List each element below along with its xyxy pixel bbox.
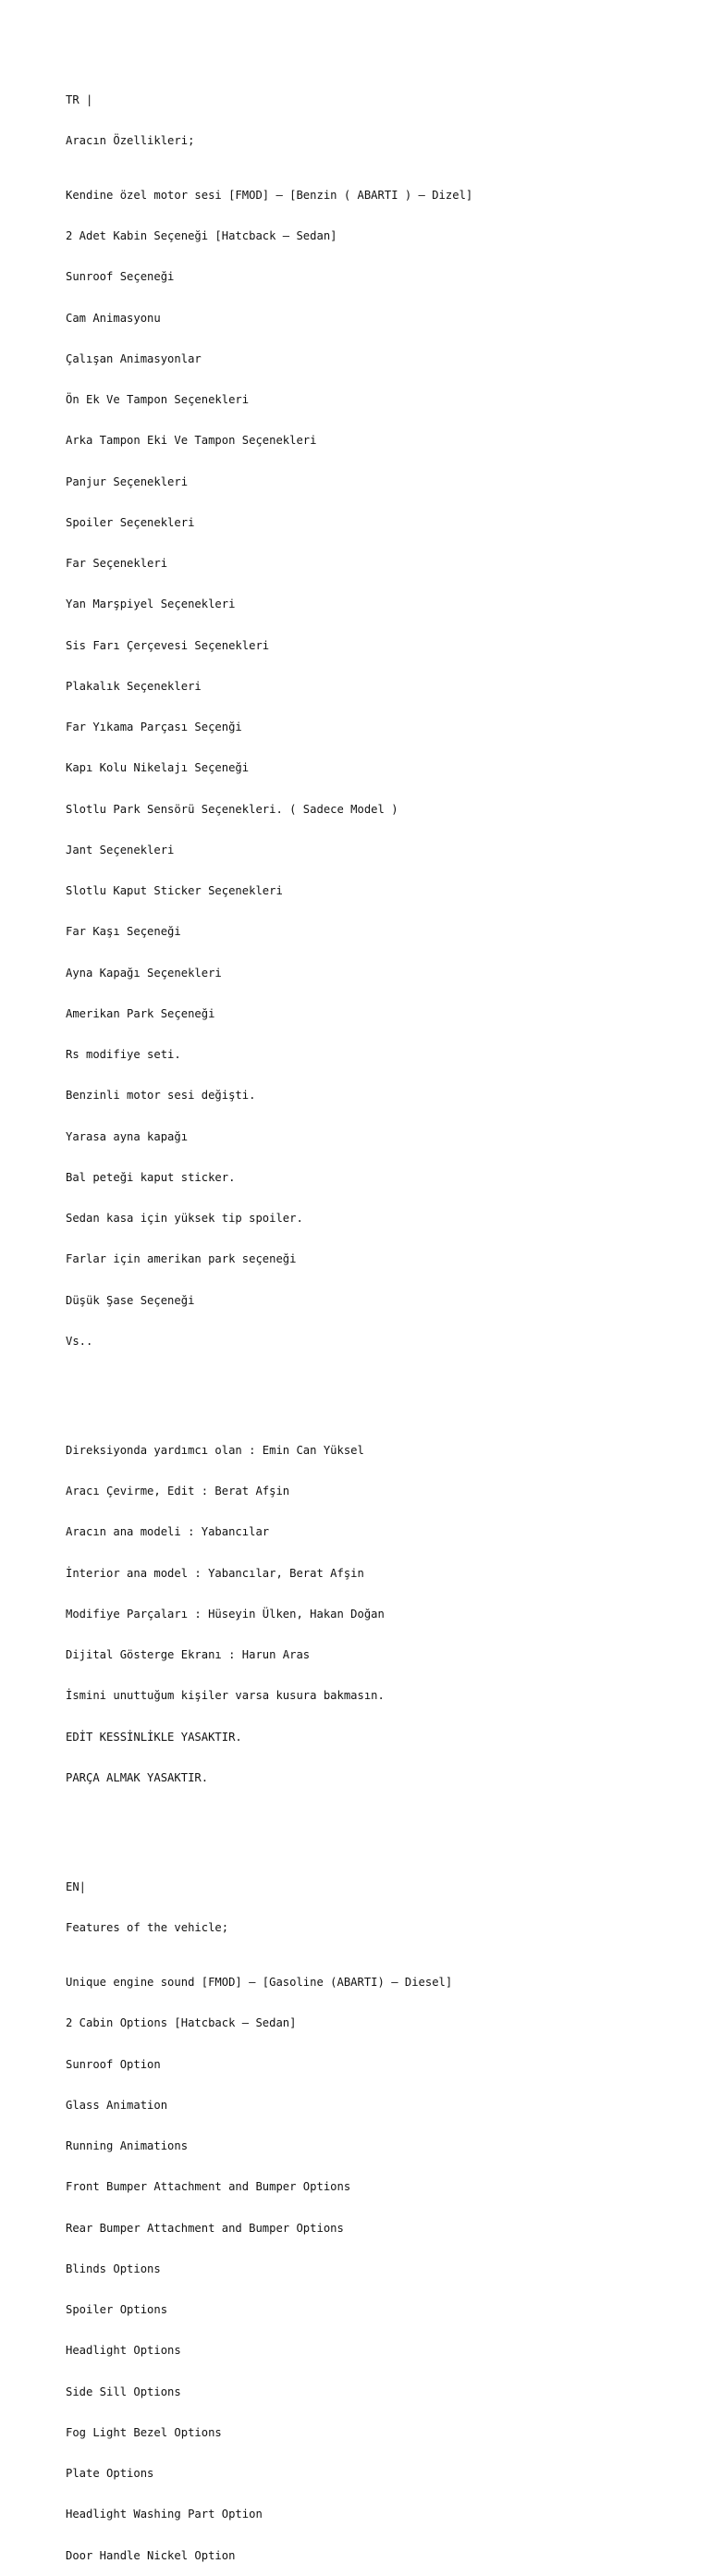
en-feature-item: Front Bumper Attachment and Bumper Options bbox=[66, 2180, 351, 2194]
tr-feature-item: Sis Farı Çerçevesi Seçenekleri bbox=[66, 638, 270, 652]
tr-feature-item: Bal peteği kaput sticker. bbox=[66, 1170, 236, 1184]
tr-credit-line: İsmini unuttuğum kişiler varsa kusura bakmasın. bbox=[66, 1689, 385, 1703]
tr-feature-item: Benzinli motor sesi değişti. bbox=[66, 1089, 256, 1103]
tr-feature-item: Jant Seçenekleri bbox=[66, 843, 175, 857]
tr-feature-item: Arka Tampon Eki Ve Tampon Seçenekleri bbox=[66, 434, 317, 448]
tr-feature-item: Slotlu Kaput Sticker Seçenekleri bbox=[66, 884, 283, 897]
tr-feature-item: Slotlu Park Sensörü Seçenekleri. ( Sadece Model ) bbox=[66, 802, 398, 816]
tr-header: TR | bbox=[66, 92, 93, 106]
tr-feature-item: Çalışan Animasyonlar bbox=[66, 351, 202, 365]
document-page bbox=[66, 66, 694, 2576]
tr-feature-item: Amerikan Park Seçeneği bbox=[66, 1006, 215, 1020]
tr-credit-line: Dijital Gösterge Ekranı : Harun Aras bbox=[66, 1648, 311, 1661]
en-feature-item: Spoiler Options bbox=[66, 2303, 168, 2316]
section-spacer bbox=[66, 1389, 694, 1403]
en-feature-item: Blinds Options bbox=[66, 2262, 161, 2275]
en-feature-item: Glass Animation bbox=[66, 2098, 168, 2112]
tr-credit-line: PARÇA ALMAK YASAKTIR. bbox=[66, 1770, 209, 1784]
tr-feature-item: Yarasa ayna kapağı bbox=[66, 1129, 189, 1143]
tr-feature-item: Vs.. bbox=[66, 1334, 93, 1348]
en-feature-item: Side Sill Options bbox=[66, 2385, 181, 2398]
en-feature-item: Plate Options bbox=[66, 2467, 154, 2480]
en-feature-item: 2 Cabin Options [Hatcback – Sedan] bbox=[66, 2016, 297, 2030]
tr-feature-item: Panjur Seçenekleri bbox=[66, 475, 189, 488]
en-feature-item: Rear Bumper Attachment and Bumper Options bbox=[66, 2221, 344, 2235]
tr-feature-item: Cam Animasyonu bbox=[66, 311, 161, 325]
tr-credit-line: EDİT KESSİNLİKLE YASAKTIR. bbox=[66, 1730, 242, 1744]
tr-credit-line: Direksiyonda yardımcı olan : Emin Can Yüksel bbox=[66, 1443, 364, 1457]
en-feature-item: Unique engine sound [FMOD] – [Gasoline (ABARTI) – Diesel] bbox=[66, 1976, 453, 1989]
tr-feature-item: Ön Ek Ve Tampon Seçenekleri bbox=[66, 393, 250, 406]
en-features-title: Features of the vehicle; bbox=[66, 1921, 229, 1934]
tr-feature-item: Far Yıkama Parçası Seçenği bbox=[66, 721, 242, 733]
en-feature-item: Running Animations bbox=[66, 2139, 189, 2152]
tr-credit-line: Aracı Çevirme, Edit : Berat Afşin bbox=[66, 1485, 290, 1498]
tr-credit-line: Modifiye Parçaları : Hüseyin Ülken, Hakan Doğan bbox=[66, 1607, 385, 1621]
tr-feature-item: Düşük Şase Seçeneği bbox=[66, 1293, 195, 1307]
en-feature-item: Sunroof Option bbox=[66, 2057, 161, 2071]
tr-feature-item: Far Kaşı Seçeneği bbox=[66, 925, 181, 939]
section-spacer bbox=[66, 1826, 694, 1840]
tr-feature-item: Kendine özel motor sesi [FMOD] – [Benzin ( ABARTI ) – Dizel] bbox=[66, 188, 473, 202]
en-feature-item: Headlight Options bbox=[66, 2344, 181, 2358]
tr-feature-item: Sedan kasa için yüksek tip spoiler. bbox=[66, 1212, 303, 1225]
tr-feature-item: Sunroof Seçeneği bbox=[66, 270, 175, 284]
tr-credit-line: Aracın ana modeli : Yabancılar bbox=[66, 1525, 270, 1539]
tr-feature-item: Farlar için amerikan park seçeneği bbox=[66, 1252, 297, 1266]
tr-feature-item: Ayna Kapağı Seçenekleri bbox=[66, 966, 222, 980]
tr-credit-line: İnterior ana model : Yabancılar, Berat Afşin bbox=[66, 1566, 364, 1580]
tr-feature-item: Rs modifiye seti. bbox=[66, 1048, 181, 1061]
tr-feature-item: Plakalık Seçenekleri bbox=[66, 679, 202, 693]
en-feature-item: Fog Light Bezel Options bbox=[66, 2425, 222, 2439]
tr-feature-item: Kapı Kolu Nikelajı Seçeneği bbox=[66, 761, 250, 775]
tr-features-title: Aracın Özellikleri; bbox=[66, 133, 195, 147]
tr-feature-item: Far Seçenekleri bbox=[66, 557, 168, 570]
en-feature-item: Door Handle Nickel Option bbox=[66, 2548, 236, 2562]
tr-feature-item: Yan Marşpiyel Seçenekleri bbox=[66, 598, 236, 611]
en-feature-item: Headlight Washing Part Option bbox=[66, 2508, 263, 2521]
en-header: EN| bbox=[66, 1880, 87, 1893]
tr-feature-item: 2 Adet Kabin Seçeneği [Hatcback – Sedan] bbox=[66, 229, 337, 242]
tr-feature-item: Spoiler Seçenekleri bbox=[66, 515, 195, 529]
